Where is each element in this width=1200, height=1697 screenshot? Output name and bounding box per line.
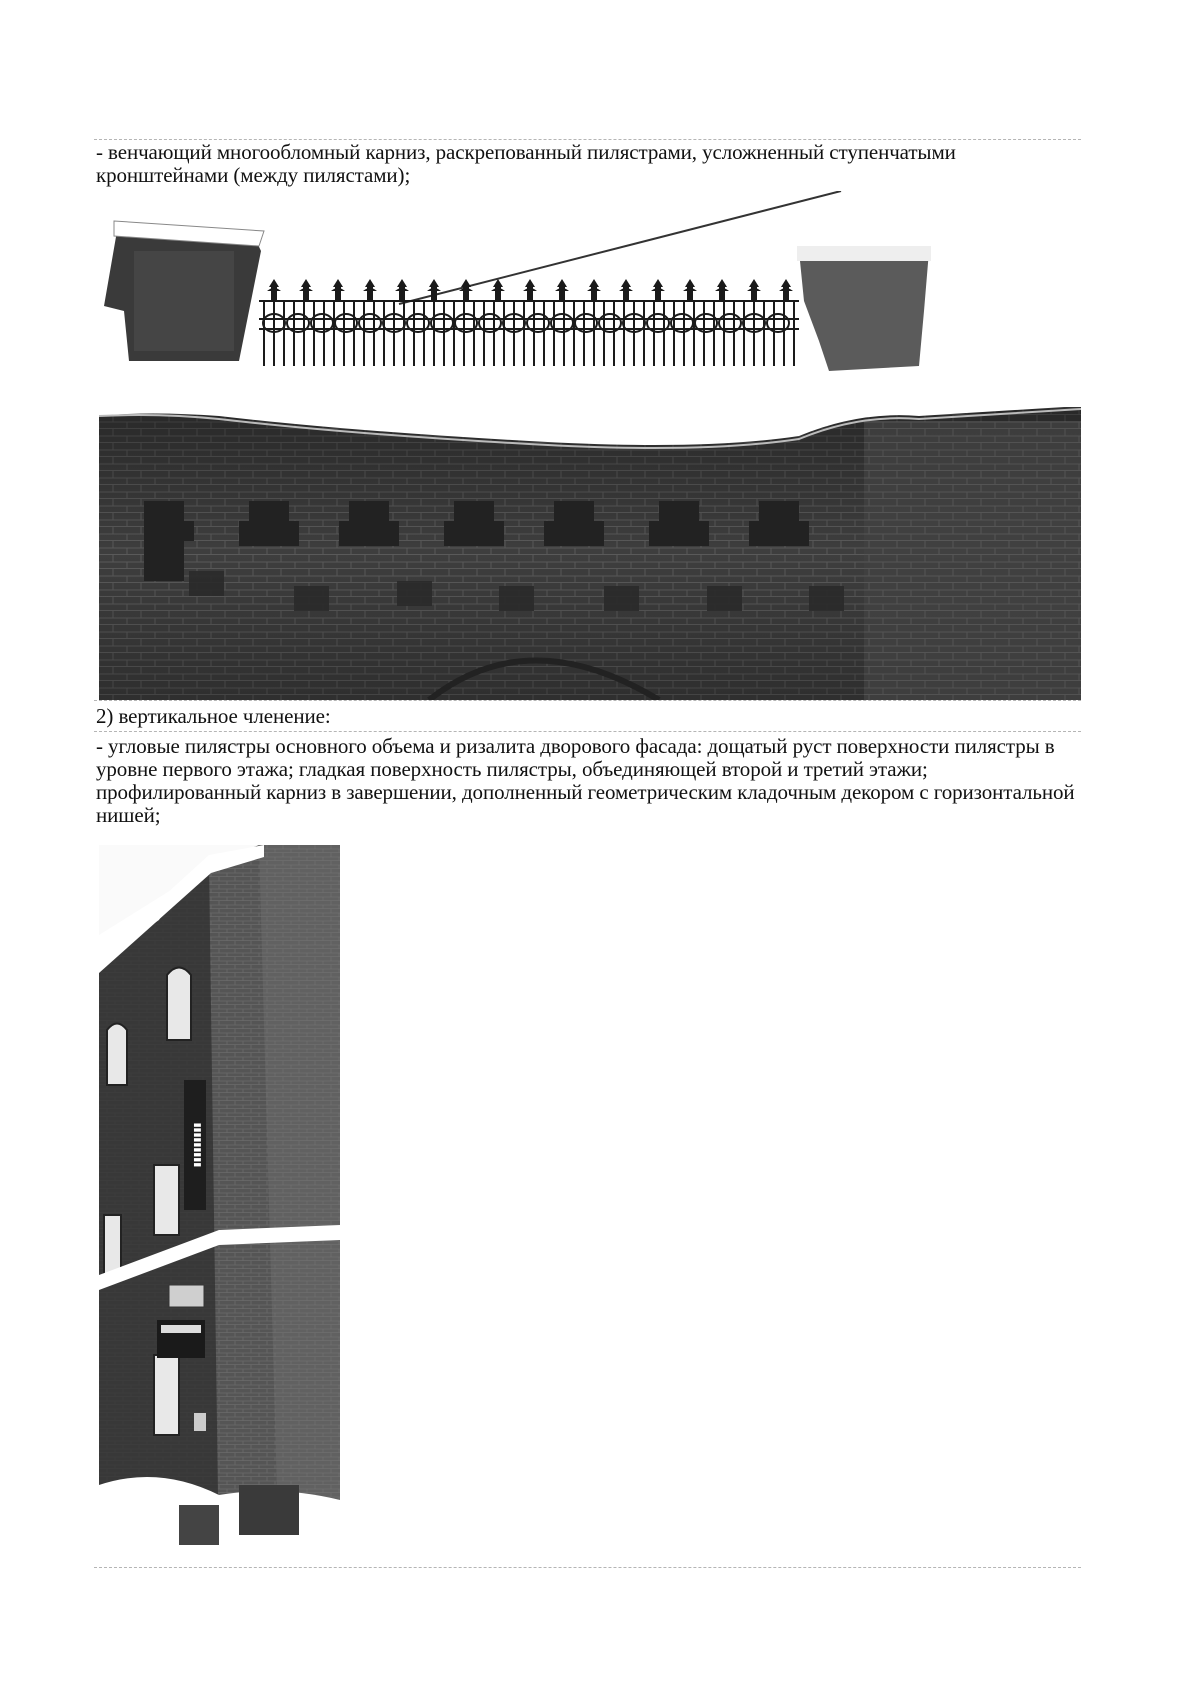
pilasters-description: - угловые пилястры основного объема и ризалита дворового фасада: дощатый руст поверхности пилястры в уровне первого этажа; гладкая поверхность пилястры, объединяющей второй и третий этажи; профилированный карниз в завершении, дополненный геометрическим кладочным декором с горизонтальной нишей; <box>96 734 1075 827</box>
cornice-photo <box>99 191 1081 700</box>
corner-pilaster-photo <box>99 845 340 1566</box>
section-heading: 2) вертикальное членение: <box>96 704 331 728</box>
rule-after-photo <box>94 700 1081 701</box>
bottom-rule <box>94 1567 1081 1568</box>
svg-text:▮▮▮▮▮▮▮▮▮: ▮▮▮▮▮▮▮▮▮ <box>192 1122 202 1168</box>
rule-after-heading <box>94 731 1081 732</box>
cornice-description: - венчающий многообломный карниз, раскрепованный пилястрами, усложненный ступенчатыми кронштейнами (между пилястами); <box>96 140 956 187</box>
